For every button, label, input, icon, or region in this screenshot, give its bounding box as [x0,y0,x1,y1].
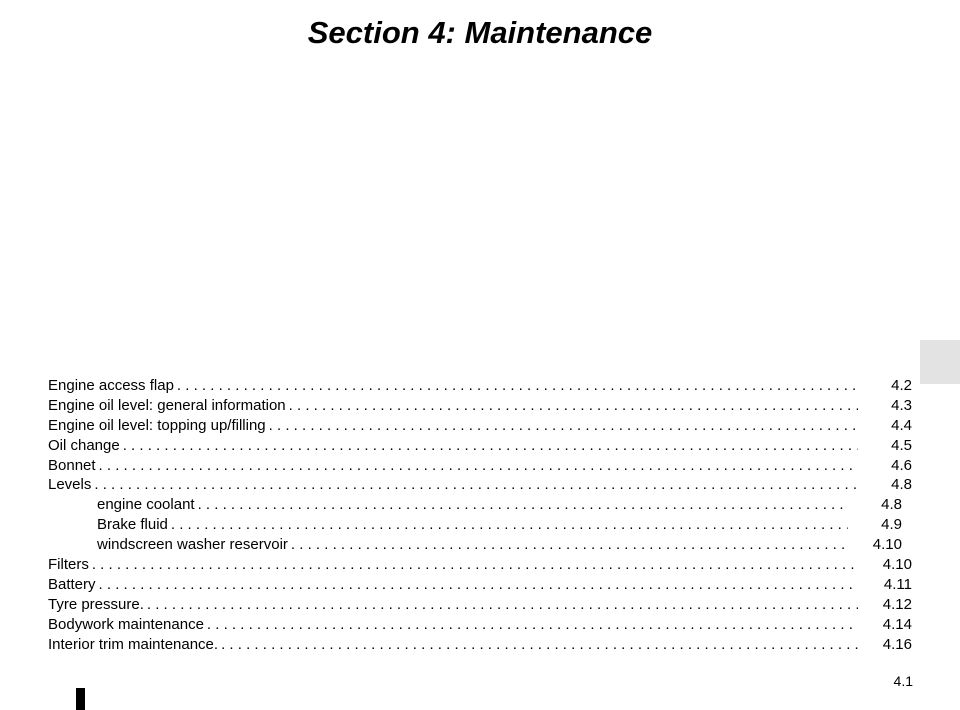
toc-entry-label: Filters [48,556,89,574]
toc-entry-page: 4.9 [881,516,902,534]
toc-entry-label: Tyre pressure. [48,595,144,613]
toc-leader-dots [207,615,858,635]
toc-leader-dots [99,575,858,595]
toc-leader-dots [269,416,858,436]
toc-leader-dots [147,595,858,615]
toc-entry-label: engine coolant [97,496,195,514]
toc-entry-label: Oil change [48,436,120,454]
toc-leader-dots [99,456,858,476]
toc-entry-page: 4.11 [883,575,912,593]
toc-entry-brake-fluid[interactable] [48,515,912,535]
toc-entry-washer-reservoir[interactable] [48,535,912,555]
toc-leader-dots [92,555,858,575]
toc-leader-dots [221,635,858,655]
toc-leader-dots [289,396,858,416]
toc-entry-label: Bodywork maintenance [48,615,204,633]
toc-entry-engine-coolant[interactable] [48,495,912,515]
toc-entry-page: 4.10 [872,536,902,554]
toc-entry-battery[interactable] [48,575,912,595]
toc-entry-page: 4.3 [891,396,912,414]
toc-entry-levels[interactable] [48,475,912,495]
toc-entry-page: 4.8 [891,476,912,494]
crop-mark [76,688,85,710]
toc-entry-bonnet[interactable] [48,456,912,476]
toc-entry-label: Engine oil level: general information [48,396,286,414]
toc-entry-label: Bonnet [48,456,96,474]
toc-entry-label: Battery [48,575,96,593]
section-tab-marker [920,340,960,384]
page-title: Section 4: Maintenance [307,15,653,50]
toc-entry-page: 4.14 [882,615,912,633]
toc-entry-page: 4.16 [882,635,912,653]
toc-leader-dots [171,515,848,535]
toc-entry-page: 4.10 [882,556,912,574]
table-of-contents [48,376,912,654]
toc-leader-dots [291,535,848,555]
toc-entry-tyre-pressure[interactable] [48,595,912,615]
toc-leader-dots [177,376,858,396]
toc-entry-page: 4.4 [891,416,912,434]
toc-entry-interior-trim[interactable] [48,635,912,655]
toc-entry-bodywork[interactable] [48,615,912,635]
page-number: 4.1 [893,673,913,689]
toc-leader-dots [123,436,858,456]
toc-entry-page: 4.2 [891,377,912,394]
toc-entry-engine-access-flap[interactable] [48,376,912,396]
toc-entry-oil-change[interactable] [48,436,912,456]
toc-entry-page: 4.5 [891,436,912,454]
toc-entry-engine-oil-topping[interactable] [48,416,912,436]
toc-entry-page: 4.12 [882,595,912,613]
toc-entry-page: 4.8 [881,496,902,514]
toc-entry-label: Interior trim maintenance. [48,635,219,653]
toc-entry-page: 4.6 [891,456,912,474]
toc-entry-engine-oil-general[interactable] [48,396,912,416]
toc-entry-label: Brake fluid [97,516,168,534]
toc-entry-label: Levels [48,476,92,494]
toc-entry-label: Engine oil level: topping up/filling [48,416,266,434]
toc-leader-dots [198,495,848,515]
toc-entry-label: Engine access flap [48,377,174,394]
toc-leader-dots [94,475,858,495]
toc-entry-filters[interactable] [48,555,912,575]
toc-entry-label: windscreen washer reservoir [97,536,288,554]
